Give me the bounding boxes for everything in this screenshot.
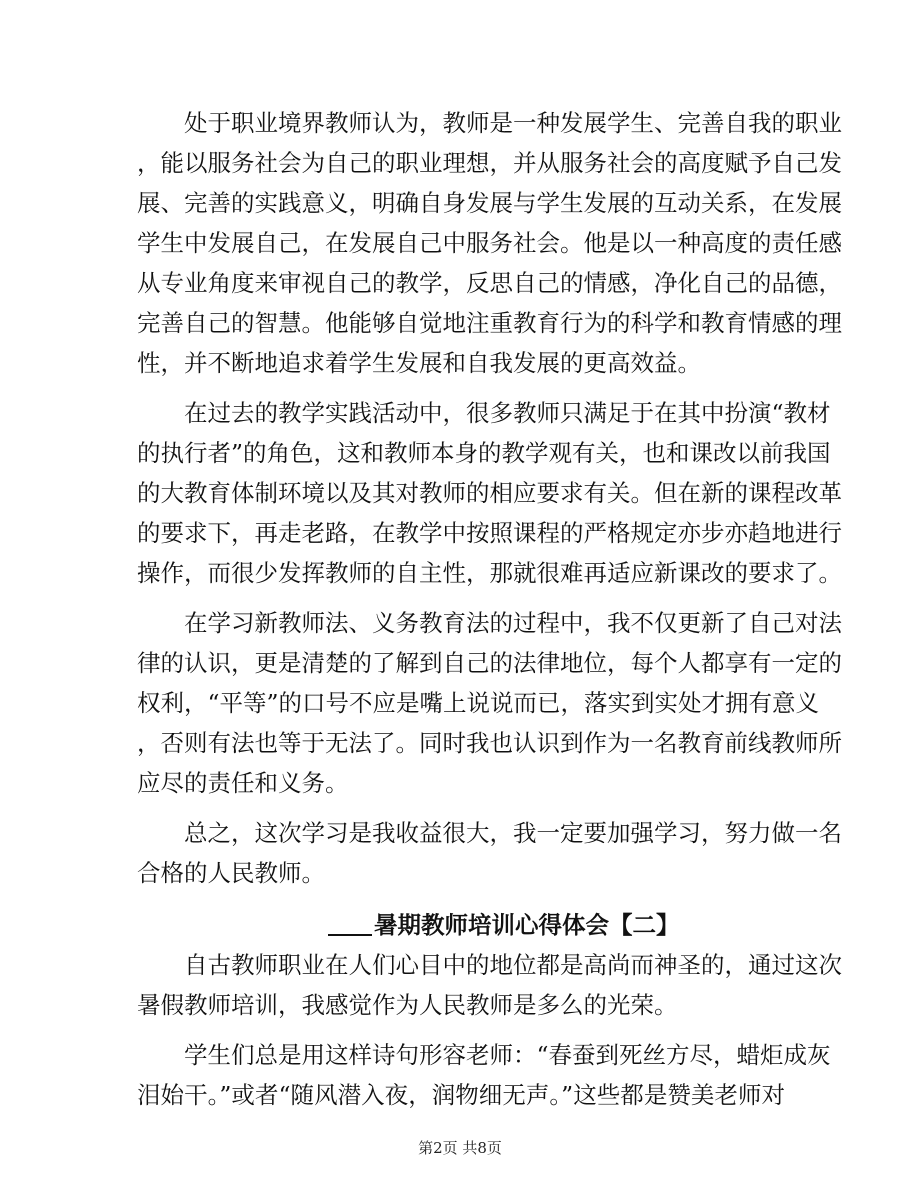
paragraph-5-line-1: 自古教师职业在人们心目中的地位都是高尚而神圣的，通过这次	[184, 951, 842, 979]
blank-underline	[328, 912, 372, 936]
paragraph-4-line-1: 总之，这次学习是我收益很大，我一定要加强学习，努力做一名	[184, 819, 842, 847]
paragraph-2-line-4: 的要求下，再走老路，在教学中按照课程的严格规定亦步亦趋地进行	[137, 519, 842, 547]
paragraph-2-line-1: 在过去的教学实践活动中，很多教师只满足于在其中扮演“教材	[184, 399, 831, 427]
paragraph-6-line-2: 泪始干。”或者“随风潜入夜，润物细无声。”这些都是赞美老师对	[137, 1081, 785, 1109]
paragraph-3-line-5: 应尽的责任和义务。	[137, 769, 349, 797]
paragraph-1-line-3: 展、完善的实践意义，明确自身发展与学生发展的互动关系，在发展	[137, 189, 842, 217]
paragraph-1-line-4: 学生中发展自己，在发展自己中服务社会。他是以一种高度的责任感	[137, 229, 842, 257]
paragraph-2-line-3: 的大教育体制环境以及其对教师的相应要求有关。但在新的课程改革	[137, 479, 842, 507]
section-heading-text: 暑期教师培训心得体会【二】	[374, 911, 680, 939]
paragraph-1-line-5: 从专业角度来审视自己的教学，反思自己的情感，净化自己的品德，	[137, 269, 842, 297]
paragraph-2-line-5: 操作，而很少发挥教师的自主性，那就很难再适应新课改的要求了。	[137, 559, 842, 587]
paragraph-1-line-6: 完善自己的智慧。他能够自觉地注重教育行为的科学和教育情感的理	[137, 309, 842, 337]
paragraph-2-line-2: 的执行者”的角色，这和教师本身的教学观有关，也和课改以前我国	[137, 439, 831, 467]
paragraph-3-line-3: 权利，“平等”的口号不应是嘴上说说而已，落实到实处才拥有意义	[137, 689, 820, 717]
page-number-footer: 第2页 共8页	[418, 1139, 502, 1157]
section-heading	[328, 910, 728, 941]
paragraph-3-line-1: 在学习新教师法、义务教育法的过程中，我不仅更新了自己对法	[184, 609, 842, 637]
paragraph-3-line-2: 律的认识，更是清楚的了解到自己的法律地位，每个人都享有一定的	[137, 649, 842, 677]
paragraph-5-line-2: 暑假教师培训，我感觉作为人民教师是多么的光荣。	[137, 991, 678, 1019]
paragraph-3-line-4: ，否则有法也等于无法了。同时我也认识到作为一名教育前线教师所	[137, 729, 842, 757]
paragraph-1-line-2: ，能以服务社会为自己的职业理想，并从服务社会的高度赋予自己发	[137, 149, 842, 177]
paragraph-6-line-1: 学生们总是用这样诗句形容老师：“春蚕到死丝方尽，蜡炬成灰	[184, 1041, 831, 1069]
paragraph-4-line-2: 合格的人民教师。	[137, 859, 325, 887]
paragraph-1-line-7: 性，并不断地追求着学生发展和自我发展的更高效益。	[137, 349, 701, 377]
paragraph-1-line-1: 处于职业境界教师认为，教师是一种发展学生、完善自我的职业	[184, 109, 842, 137]
